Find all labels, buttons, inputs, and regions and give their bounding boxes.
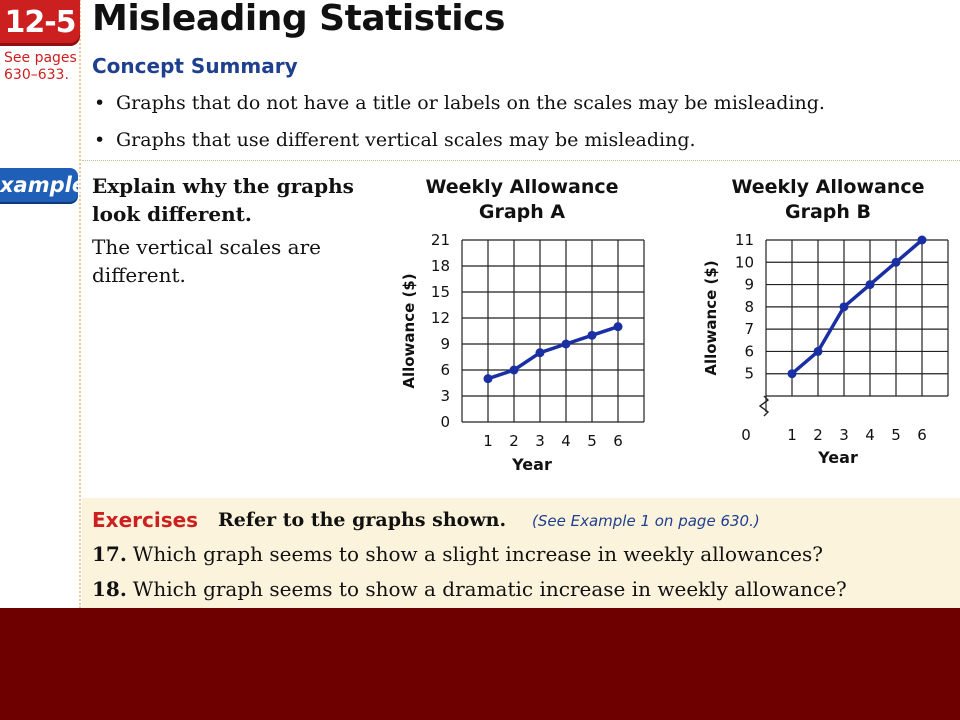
x-tick-label: 2 bbox=[813, 426, 823, 444]
y-tick-label: 0 bbox=[440, 413, 450, 431]
exercise-number: 17. bbox=[92, 542, 127, 566]
x-tick-label: 2 bbox=[509, 432, 519, 450]
data-point bbox=[892, 258, 901, 267]
chart-graph-b bbox=[702, 176, 948, 467]
y-tick-label: 9 bbox=[440, 335, 450, 353]
footer-band bbox=[0, 608, 960, 720]
page-title: Misleading Statistics bbox=[92, 0, 505, 39]
y-tick-label: 15 bbox=[430, 283, 450, 301]
y-tick-label: 5 bbox=[744, 364, 754, 383]
concept-summary-heading: Concept Summary bbox=[92, 54, 298, 78]
y-tick-label: 11 bbox=[734, 231, 754, 249]
x-axis-label: Year bbox=[512, 455, 552, 474]
y-tick-label: 8 bbox=[744, 297, 754, 316]
y-tick-label: 7 bbox=[744, 320, 754, 339]
data-point bbox=[614, 322, 623, 331]
y-tick-label: 9 bbox=[744, 275, 754, 294]
example-question: Explain why the graphs look different. bbox=[92, 174, 354, 226]
x-tick-label: 6 bbox=[613, 432, 623, 450]
y-axis-label: Allowance ($) bbox=[400, 273, 418, 389]
y-tick-label: 3 bbox=[440, 387, 450, 405]
x-tick-label: 1 bbox=[483, 432, 493, 450]
y-tick-label: 21 bbox=[430, 231, 450, 249]
x-tick-label: 5 bbox=[587, 432, 597, 450]
data-point bbox=[484, 374, 493, 383]
axis-break-mark bbox=[760, 396, 768, 416]
data-point bbox=[588, 331, 597, 340]
exercises-heading: Exercises bbox=[92, 508, 199, 532]
series-line bbox=[488, 327, 618, 379]
x-tick-label: 1 bbox=[787, 426, 797, 444]
data-point bbox=[840, 302, 849, 311]
exercise-item bbox=[92, 542, 823, 566]
data-point bbox=[918, 236, 927, 245]
data-point bbox=[866, 280, 875, 289]
chart-title: Weekly Allowance bbox=[731, 176, 925, 198]
x-tick-label: 0 bbox=[741, 426, 751, 444]
y-tick-label: 10 bbox=[734, 253, 754, 272]
x-tick-label: 6 bbox=[917, 426, 927, 444]
exercise-item bbox=[92, 577, 847, 601]
x-axis-label: Year bbox=[818, 448, 858, 467]
chart-subtitle: Graph B bbox=[784, 201, 872, 223]
y-tick-label: 6 bbox=[744, 342, 754, 361]
y-tick-label: 12 bbox=[430, 309, 450, 327]
example-answer: The vertical scales are different. bbox=[92, 235, 321, 287]
x-tick-label: 3 bbox=[839, 426, 849, 444]
concept-bullet: • Graphs that use different vertical scales may be misleading. bbox=[92, 125, 825, 162]
data-point bbox=[536, 348, 545, 357]
x-tick-label: 4 bbox=[561, 432, 571, 450]
data-point bbox=[510, 366, 519, 375]
data-point bbox=[814, 347, 823, 356]
x-tick-label: 3 bbox=[535, 432, 545, 450]
y-axis-label: Allowance ($) bbox=[702, 260, 720, 376]
exercises-panel bbox=[82, 498, 960, 608]
y-tick-label: 6 bbox=[440, 361, 450, 379]
lesson-number-badge: 12-5 bbox=[0, 0, 80, 46]
exercise-text: Which graph seems to show a slight increase in weekly allowances? bbox=[132, 542, 823, 566]
exercise-number: 18. bbox=[92, 577, 127, 601]
y-tick-label: 18 bbox=[430, 257, 450, 275]
concept-bullet: • Graphs that do not have a title or labels on the scales may be misleading. bbox=[92, 88, 825, 125]
exercise-text: Which graph seems to show a dramatic increase in weekly allowance? bbox=[132, 577, 847, 601]
see-pages-note: See pages 630–633. bbox=[4, 50, 77, 83]
example-tab: xample bbox=[0, 168, 78, 202]
chart-graph-a bbox=[400, 176, 644, 474]
data-point bbox=[562, 340, 571, 349]
x-tick-label: 5 bbox=[891, 426, 901, 444]
x-tick-label: 4 bbox=[865, 426, 875, 444]
chart-title: Weekly Allowance bbox=[425, 176, 619, 198]
exercises-see-example: (See Example 1 on page 630.) bbox=[532, 512, 760, 530]
chart-subtitle: Graph A bbox=[478, 201, 566, 223]
data-point bbox=[788, 369, 797, 378]
exercises-instruction: Refer to the graphs shown. bbox=[218, 509, 507, 531]
